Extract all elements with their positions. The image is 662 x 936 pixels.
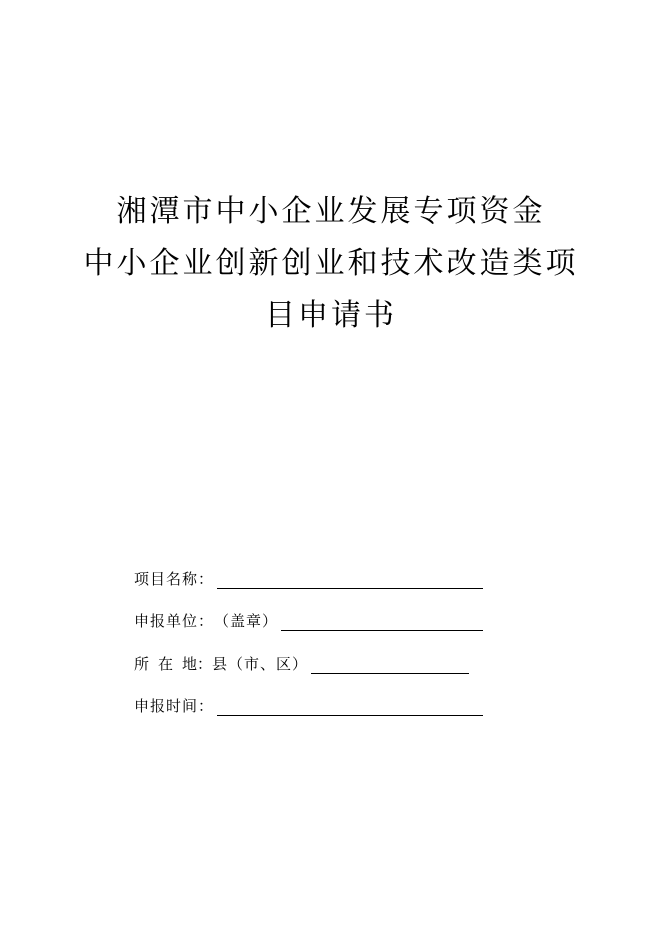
document-title [0,186,662,342]
location-field[interactable] [311,655,469,674]
location-label-char-3: 地： [182,655,213,673]
title-line-2: 中小企业创新创业和技术改造类项 [83,246,579,281]
apply-time-label: 申报时间： [134,697,215,715]
title-line-3: 目申请书 [265,298,397,333]
applicant-unit-field[interactable] [281,612,483,631]
project-name-label: 项目名称： [134,570,215,588]
location-label-char-1: 所 [134,655,150,673]
title-line-1: 湘潭市中小企业发展专项资金 [116,194,546,229]
location-label [134,654,212,674]
seal-note: （盖章） [214,612,279,630]
apply-time-row [134,692,483,716]
project-name-field[interactable] [217,570,483,589]
location-county-note: 县（市、区） [212,655,309,673]
location-row [134,650,469,674]
location-label-char-2: 在 [158,655,174,673]
applicant-unit-row [134,607,483,631]
apply-time-field[interactable] [217,697,483,716]
applicant-unit-label: 申报单位： [134,612,215,630]
project-name-row [134,565,483,589]
